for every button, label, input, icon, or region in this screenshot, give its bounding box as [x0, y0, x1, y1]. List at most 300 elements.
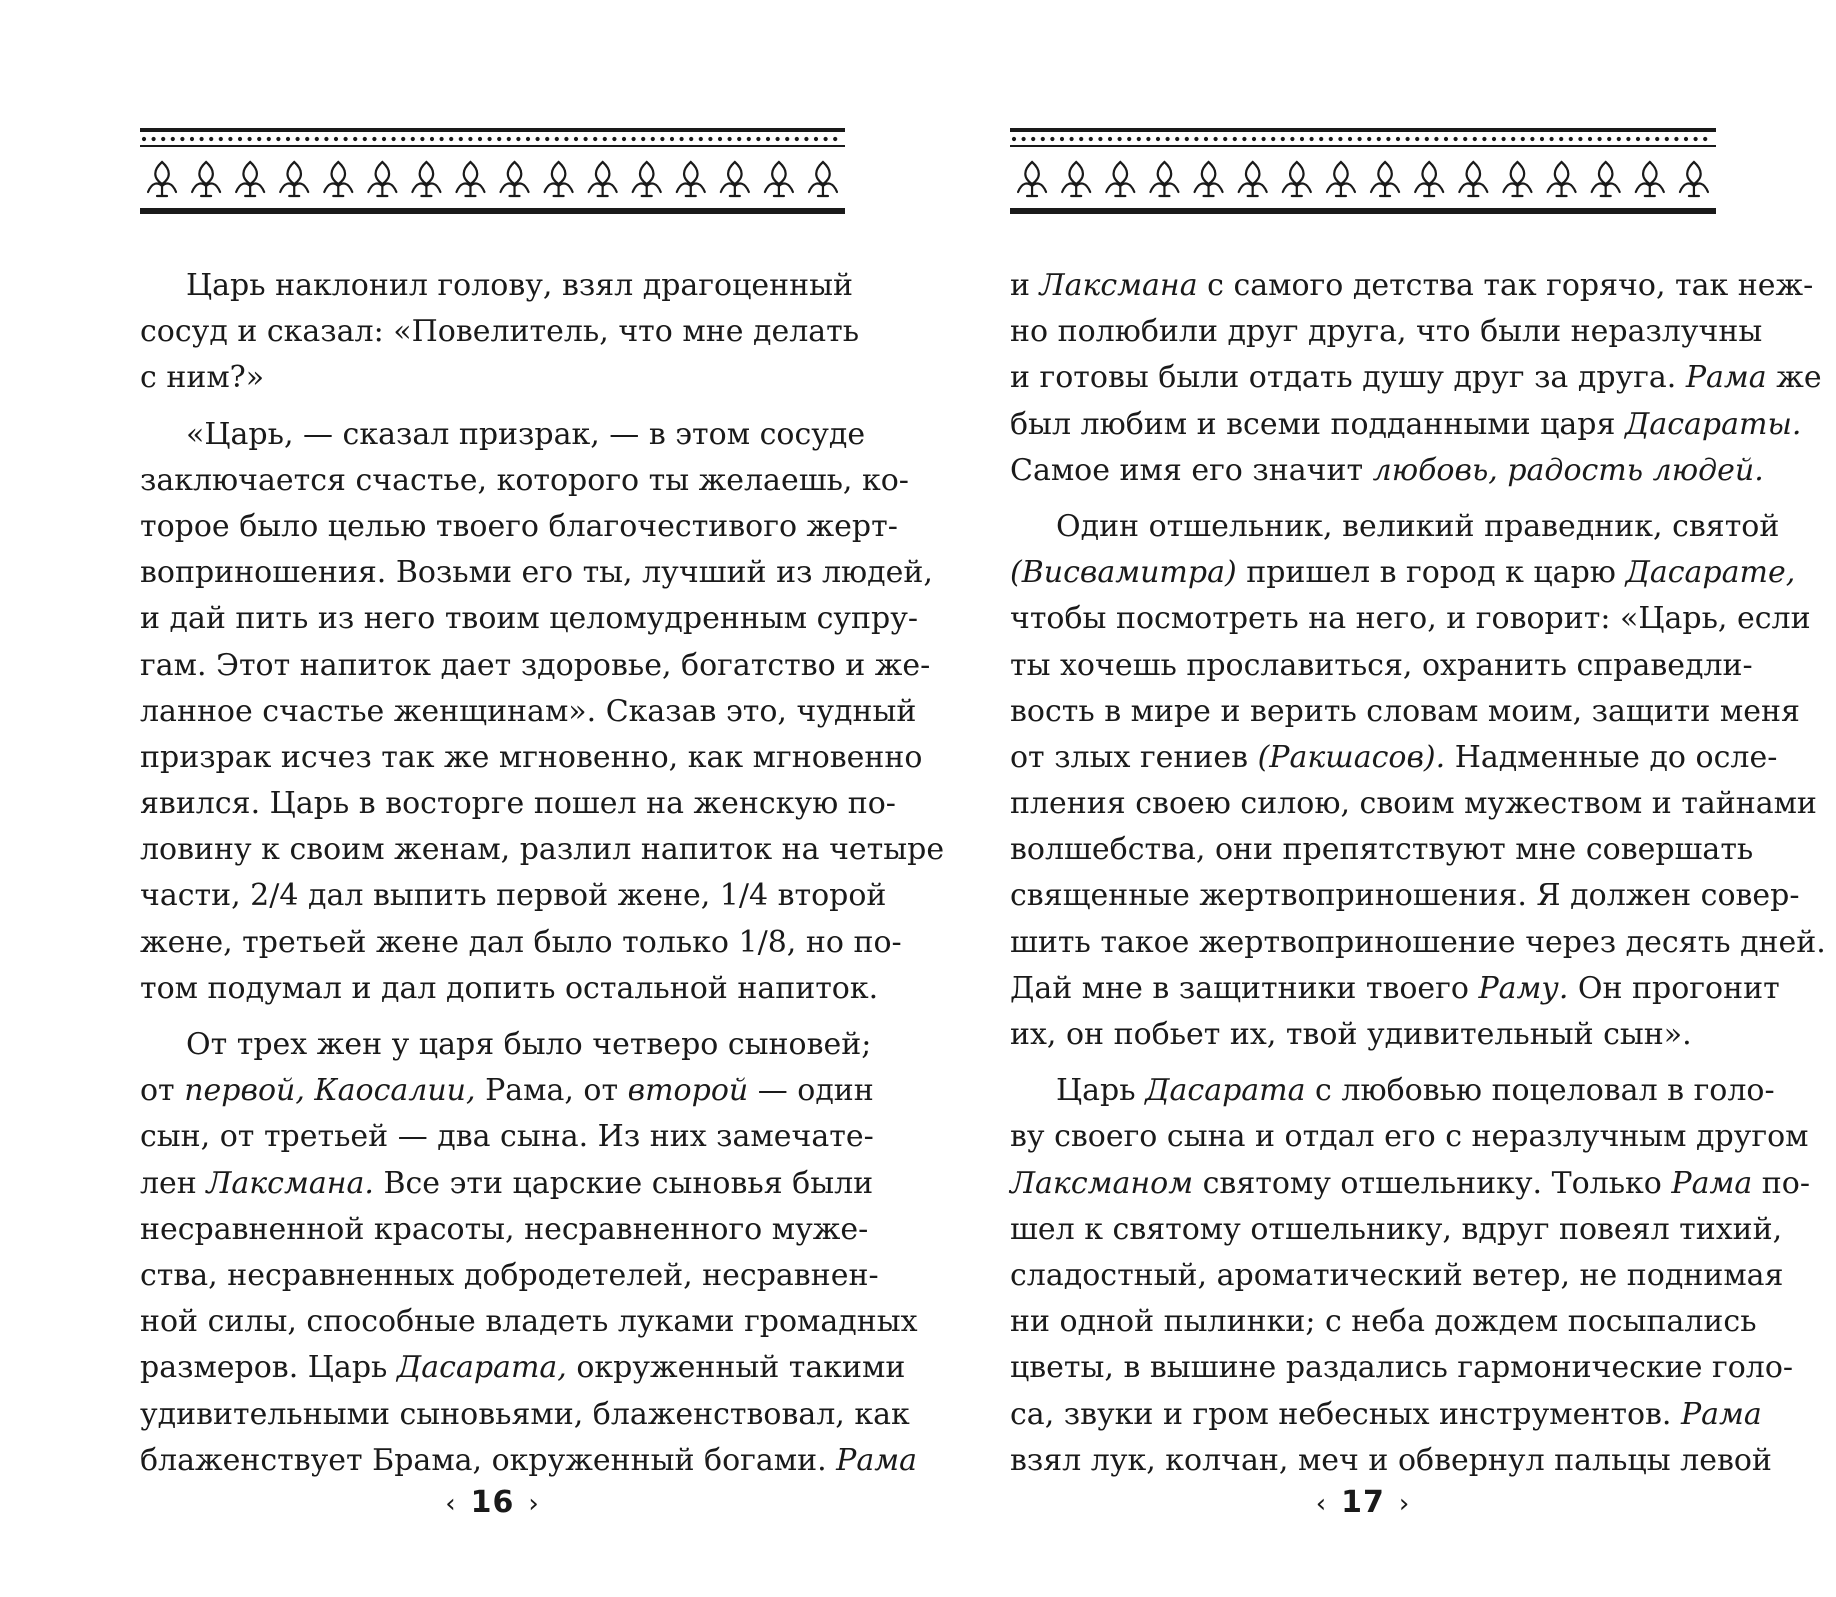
text-line — [1010, 1438, 1772, 1484]
ornament-bottom-rule — [140, 208, 845, 214]
text-segment: сладостный, ароматический ветер, не поднимая — [1010, 1257, 1784, 1293]
ornament-dot — [430, 137, 434, 141]
text-segment: окруженный такими — [566, 1350, 906, 1386]
ornament-dot — [1070, 137, 1074, 141]
text-segment: пришел в город к царю — [1236, 555, 1626, 591]
ornament-dot — [459, 137, 463, 141]
ornament-dot — [1434, 137, 1438, 141]
ornament-dot — [555, 137, 559, 141]
ornament-dot — [1079, 137, 1083, 141]
ornament-dot — [142, 137, 146, 141]
ornament-dot — [680, 137, 684, 141]
ornament-dot — [641, 137, 645, 141]
leaf-motif-icon — [236, 162, 264, 196]
leaf-motif-icon — [677, 162, 705, 196]
leaf-motif-icon — [1327, 162, 1355, 196]
italic-segment: первой, Каосалии, — [184, 1073, 476, 1109]
ornament-dot — [1041, 137, 1045, 141]
ornament-dot — [200, 137, 204, 141]
ornament-dot — [660, 137, 664, 141]
text-line — [140, 1114, 874, 1160]
text-segment: же — [1766, 360, 1822, 396]
text-segment: и готовы были отдать душу друг за друга. — [1010, 360, 1686, 396]
text-segment: пления своею силою, своим мужеством и тайнами — [1010, 786, 1817, 822]
ornament-dot — [593, 137, 597, 141]
italic-segment: второй — [627, 1073, 749, 1109]
text-line — [140, 735, 923, 781]
text-segment: Все эти царские сыновья были — [373, 1165, 874, 1201]
page-number-right — [1010, 1485, 1716, 1520]
ornament-dot — [632, 137, 636, 141]
left-chevron-icon: ‹ — [445, 1489, 457, 1519]
right-chevron-icon: › — [528, 1489, 540, 1519]
text-segment: торое было целью твоего благочестивого жерт- — [140, 508, 898, 544]
leaf-motif-icon — [1680, 162, 1708, 196]
text-line — [1010, 504, 1780, 550]
ornament-dot — [737, 137, 741, 141]
leaf-motif-icon — [545, 162, 573, 196]
ornament-dot — [468, 137, 472, 141]
text-line — [140, 1438, 917, 1484]
text-line — [1010, 355, 1822, 401]
ornament-dot — [1338, 137, 1342, 141]
text-line — [140, 643, 931, 689]
text-segment: призрак исчез так же мгновенно, как мгновенно — [140, 739, 923, 775]
ornament-dot — [267, 137, 271, 141]
ornament-dot — [1271, 137, 1275, 141]
text-segment: цветы, в вышине раздались гармонические голо- — [1010, 1350, 1794, 1386]
ornament-dot — [670, 137, 674, 141]
ornament-dot — [1050, 137, 1054, 141]
text-segment: священные жертвоприношения. Я должен совер- — [1010, 878, 1800, 914]
ornament-dot — [1492, 137, 1496, 141]
ornament-dot — [1636, 137, 1640, 141]
ornament-dot — [584, 137, 588, 141]
text-line — [140, 1161, 874, 1207]
text-segment: части, 2/4 дал выпить первой жене, 1/4 второй — [140, 878, 887, 914]
ornament-dot — [1319, 137, 1323, 141]
italic-segment: Дасарата — [1145, 1073, 1306, 1109]
paragraph-gap — [140, 1012, 845, 1022]
ornament-dot — [1242, 137, 1246, 141]
text-line — [1010, 309, 1763, 355]
ornament-dot — [1694, 137, 1698, 141]
ornament-dot — [1233, 137, 1237, 141]
text-segment: воприношения. Возьми его ты, лучший из людей, — [140, 555, 933, 591]
ornament-dot — [344, 137, 348, 141]
text-segment: с ним?» — [140, 360, 265, 396]
text-segment: блаженствует Брама, окруженный богами. — [140, 1442, 837, 1478]
ornament-dot — [420, 137, 424, 141]
paragraph-gap — [1010, 1058, 1716, 1068]
ornament-dot — [228, 137, 232, 141]
text-segment: ной силы, способные владеть луками громадных — [140, 1304, 918, 1340]
ornament-dot — [1511, 137, 1515, 141]
ornament-dot — [305, 137, 309, 141]
ornament-dot — [833, 137, 837, 141]
text-segment: «Царь, — сказал призрак, — в этом сосуде — [186, 416, 866, 452]
ornament-dot — [161, 137, 165, 141]
italic-segment: Рама — [836, 1442, 917, 1478]
ornament-band-icon — [1010, 128, 1716, 232]
left-page-text — [140, 263, 945, 1484]
text-segment: от — [140, 1073, 185, 1109]
ornament-dot — [382, 137, 386, 141]
ornament-dot — [276, 137, 280, 141]
text-line — [140, 355, 845, 401]
page-number-left — [140, 1485, 845, 1520]
ornament-dot — [324, 137, 328, 141]
ornament-dot — [296, 137, 300, 141]
ornament-dot — [363, 137, 367, 141]
ornament-dot — [497, 137, 501, 141]
left-page — [140, 0, 945, 1597]
ornament-dot — [785, 137, 789, 141]
text-segment: ву своего сына и отдал его с неразлучным другом — [1010, 1119, 1809, 1155]
ornament-dot — [1425, 137, 1429, 141]
leaf-motif-icon — [1150, 162, 1178, 196]
ornament-dot — [603, 137, 607, 141]
leaf-motif-icon — [809, 162, 837, 196]
ornament-dot — [689, 137, 693, 141]
ornament-dot — [1415, 137, 1419, 141]
right-page-text — [1010, 263, 1826, 1484]
text-segment: Рама, от — [475, 1073, 628, 1109]
ornament-dot — [152, 137, 156, 141]
text-line — [1010, 781, 1817, 827]
paragraph-gap — [1010, 494, 1716, 504]
text-line — [1010, 448, 1764, 494]
ornament-dot — [718, 137, 722, 141]
ornament-dot — [1166, 137, 1170, 141]
ornament-dot — [1204, 137, 1208, 141]
ornament-dot — [1127, 137, 1131, 141]
text-line — [1010, 402, 1802, 448]
text-segment: шел к святому отшельнику, вдруг повеял тихий, — [1010, 1211, 1783, 1247]
left-chevron-icon: ‹ — [1315, 1489, 1328, 1519]
ornament-svg — [140, 128, 845, 232]
ornament-dot — [824, 137, 828, 141]
ornament-dot — [286, 137, 290, 141]
text-line — [1010, 827, 1754, 873]
ornament-dot — [756, 137, 760, 141]
text-segment: Один отшельник, великий праведник, святой — [1056, 508, 1780, 544]
leaf-motif-icon — [456, 162, 484, 196]
text-line — [140, 1253, 879, 1299]
text-line — [1010, 1114, 1809, 1160]
italic-segment: (Ракшасов). — [1257, 739, 1446, 775]
text-line — [1010, 596, 1811, 642]
ornament-dot — [574, 137, 578, 141]
ornament-dot — [1290, 137, 1294, 141]
text-segment: их, он побьет их, твой удивительный сын». — [1010, 1017, 1692, 1052]
ornament-dot — [315, 137, 319, 141]
text-segment: с любовью поцеловал в голо- — [1305, 1073, 1775, 1109]
ornament-dot — [1598, 137, 1602, 141]
italic-segment: Рама — [1671, 1165, 1753, 1201]
leaf-motif-icon — [501, 162, 529, 196]
leaf-motif-icon — [765, 162, 793, 196]
text-segment: Дай мне в защитники твоего — [1010, 970, 1479, 1006]
text-line — [140, 504, 898, 550]
ornament-dot — [1367, 137, 1371, 141]
italic-segment: Дасараты. — [1624, 406, 1802, 442]
text-line — [1010, 920, 1826, 966]
leaf-motif-icon — [721, 162, 749, 196]
text-segment: с самого детства так горячо, так неж- — [1197, 268, 1814, 303]
text-segment: — один — [748, 1073, 874, 1109]
leaf-motif-icon — [324, 162, 352, 196]
text-line — [1010, 1345, 1794, 1391]
ornament-dot — [1540, 137, 1544, 141]
text-line — [1010, 1012, 1716, 1058]
ornament-dot — [526, 137, 530, 141]
ornament-dot — [1684, 137, 1688, 141]
text-segment: и — [1010, 268, 1040, 303]
ornament-dot — [257, 137, 261, 141]
leaf-motif-icon — [589, 162, 617, 196]
leaf-motif-icon — [280, 162, 308, 196]
leaf-motif-icon — [1371, 162, 1399, 196]
ornament-dot — [1578, 137, 1582, 141]
italic-segment: любовь, радость людей. — [1372, 452, 1764, 488]
ornament-dot — [1358, 137, 1362, 141]
ornament-dot — [1502, 137, 1506, 141]
leaf-motif-icon — [1239, 162, 1267, 196]
ornament-bottom-rule — [1010, 208, 1716, 214]
page-number-value: 16 — [470, 1485, 515, 1520]
ornament-dot — [1530, 137, 1534, 141]
ornament-dot — [564, 137, 568, 141]
text-line — [140, 1299, 918, 1345]
text-line — [140, 1345, 906, 1391]
ornament-dot — [1175, 137, 1179, 141]
text-line — [140, 1022, 872, 1068]
italic-segment: Рама — [1680, 1396, 1762, 1432]
text-segment: ни одной пылинки; с неба дождем посыпались — [1010, 1304, 1757, 1340]
text-segment: Царь наклонил голову, взял драгоценный — [186, 268, 853, 303]
text-segment: жене, третьей жене дал было только 1/8, но по- — [140, 924, 902, 960]
ornament-dot — [180, 137, 184, 141]
ornament-dot — [1473, 137, 1477, 141]
ornament-dot — [612, 137, 616, 141]
ornament-dot — [1521, 137, 1525, 141]
text-segment: взял лук, колчан, меч и обвернул пальцы левой — [1010, 1442, 1772, 1478]
text-line — [1010, 1161, 1810, 1207]
text-line — [140, 966, 879, 1012]
ornament-dot — [1607, 137, 1611, 141]
text-segment: Самое имя его значит — [1010, 452, 1373, 488]
italic-segment: Лаксмана. — [206, 1165, 374, 1201]
ornament-dot — [1137, 137, 1141, 141]
ornament-dot — [747, 137, 751, 141]
text-segment: святому отшельнику. Только — [1193, 1165, 1672, 1201]
text-line — [140, 1207, 869, 1253]
ornament-mid-rule — [140, 145, 845, 147]
ornament-dot — [766, 137, 770, 141]
text-segment: явился. Царь в восторге пошел на женскую по- — [140, 786, 896, 822]
text-line — [1010, 1207, 1783, 1253]
text-line — [1010, 966, 1780, 1012]
ornament-dot — [1386, 137, 1390, 141]
ornament-dot — [1377, 137, 1381, 141]
ornament-mid-rule — [1010, 145, 1716, 147]
leaf-motif-icon — [412, 162, 440, 196]
text-segment: ства, несравненных добродетелей, несравнен- — [140, 1257, 879, 1293]
ornament-dot — [1022, 137, 1026, 141]
ornament-dot — [1348, 137, 1352, 141]
text-segment: лен — [140, 1165, 207, 1201]
text-line — [1010, 873, 1800, 919]
leaf-motif-icon — [1503, 162, 1531, 196]
text-line — [1010, 1068, 1775, 1114]
text-segment: сын, от третьей — два сына. Из них замечате- — [140, 1119, 874, 1155]
text-line — [140, 596, 919, 642]
ornament-dot — [238, 137, 242, 141]
ornament-svg — [1010, 128, 1716, 232]
text-line — [1010, 1299, 1757, 1345]
ornament-dot — [1454, 137, 1458, 141]
ornament-dot — [1108, 137, 1112, 141]
text-segment: шить такое жертвоприношение через десять дней. — [1010, 924, 1826, 960]
text-segment: Царь — [1056, 1073, 1146, 1109]
ornament-dot — [1588, 137, 1592, 141]
text-segment: ловину к своим женам, разлил напиток на четыре — [140, 832, 945, 868]
ornament-dot — [1252, 137, 1256, 141]
leaf-motif-icon — [1592, 162, 1620, 196]
leaf-motif-icon — [1459, 162, 1487, 196]
ornament-dot — [1617, 137, 1621, 141]
ornament-dot — [1482, 137, 1486, 141]
paragraph-gap — [140, 402, 845, 412]
italic-segment: Раму. — [1478, 970, 1569, 1006]
ornament-dot — [1185, 137, 1189, 141]
leaf-motif-icon — [148, 162, 176, 196]
ornament-dot — [804, 137, 808, 141]
ornament-dot — [536, 137, 540, 141]
text-segment: От трех жен у царя было четверо сыновей; — [186, 1027, 872, 1062]
right-page — [1010, 0, 1826, 1597]
text-segment: размеров. Царь — [140, 1350, 397, 1386]
text-line — [1010, 1253, 1784, 1299]
ornament-dot — [708, 137, 712, 141]
ornament-top-rule — [1010, 128, 1716, 132]
ornament-dot — [1262, 137, 1266, 141]
ornament-dot — [401, 137, 405, 141]
ornament-dot — [699, 137, 703, 141]
text-segment: был любим и всеми подданными царя — [1010, 406, 1625, 442]
ornament-dot — [1223, 137, 1227, 141]
ornament-dot — [219, 137, 223, 141]
italic-segment: Рама — [1685, 360, 1767, 396]
ornament-dot — [1626, 137, 1630, 141]
ornament-dot — [516, 137, 520, 141]
text-line — [140, 873, 887, 919]
text-line — [140, 550, 933, 596]
text-segment: ланное счастье женщинам». Сказав это, чудный — [140, 693, 917, 729]
text-segment: заключается счастье, которого ты желаешь, ко- — [140, 462, 909, 498]
text-line — [1010, 1392, 1762, 1438]
ornament-dot — [1655, 137, 1659, 141]
ornament-dot — [1012, 137, 1016, 141]
ornament-dot — [507, 137, 511, 141]
ornament-dot — [1665, 137, 1669, 141]
ornament-dot — [728, 137, 732, 141]
ornament-dot — [392, 137, 396, 141]
ornament-dot — [1060, 137, 1064, 141]
italic-segment: Дасарате, — [1625, 555, 1796, 591]
text-segment: вость в мире и верить словам моим, защити меня — [1010, 693, 1800, 729]
ornament-dot — [1118, 137, 1122, 141]
ornament-dot — [171, 137, 175, 141]
text-segment: Он прогонит — [1568, 970, 1780, 1006]
text-line — [140, 689, 917, 735]
text-segment: удивительными сыновьями, блаженствовал, как — [140, 1396, 910, 1432]
ornament-dot — [1156, 137, 1160, 141]
ornament-dot — [1310, 137, 1314, 141]
text-line — [140, 263, 853, 309]
text-line — [140, 781, 896, 827]
ornament-dot — [1569, 137, 1573, 141]
ornament-dot — [1674, 137, 1678, 141]
text-line — [1010, 643, 1753, 689]
text-line — [1010, 263, 1814, 309]
text-line — [1010, 735, 1778, 781]
italic-segment: Дасарата, — [396, 1350, 567, 1386]
ornament-dot — [1396, 137, 1400, 141]
text-line — [140, 1068, 874, 1114]
ornament-dot — [1646, 137, 1650, 141]
text-line — [140, 412, 866, 458]
leaf-motif-icon — [633, 162, 661, 196]
text-segment: от злых гениев — [1010, 739, 1258, 775]
ornament-dot — [488, 137, 492, 141]
ornament-dot — [545, 137, 549, 141]
text-segment: ты хочешь прославиться, охранить справедли- — [1010, 647, 1753, 683]
ornament-dot — [1089, 137, 1093, 141]
ornament-dot — [651, 137, 655, 141]
ornament-dot — [411, 137, 415, 141]
ornament-dot — [1463, 137, 1467, 141]
text-segment: по- — [1752, 1165, 1810, 1201]
ornament-dot — [1098, 137, 1102, 141]
ornament-dot — [1550, 137, 1554, 141]
page-number-value: 17 — [1341, 1485, 1385, 1520]
text-line — [1010, 689, 1800, 735]
ornament-dot — [1703, 137, 1707, 141]
ornament-dot — [622, 137, 626, 141]
leaf-motif-icon — [1415, 162, 1443, 196]
right-chevron-icon: › — [1398, 1489, 1411, 1519]
leaf-motif-icon — [1636, 162, 1664, 196]
leaf-motif-icon — [1195, 162, 1223, 196]
text-line — [140, 827, 945, 873]
text-segment: несравненной красоты, несравненного муже- — [140, 1211, 869, 1247]
ornament-dot — [1146, 137, 1150, 141]
text-segment: сосуд и сказал: «Повелитель, что мне делать — [140, 314, 860, 350]
text-segment: но полюбили друг друга, что были неразлучны — [1010, 314, 1763, 350]
leaf-motif-icon — [368, 162, 396, 196]
ornament-dot — [1214, 137, 1218, 141]
ornament-dot — [248, 137, 252, 141]
ornament-dot — [209, 137, 213, 141]
italic-segment: (Висвамитра) — [1010, 555, 1237, 591]
text-line — [140, 1392, 910, 1438]
ornament-dot — [1031, 137, 1035, 141]
text-segment: са, звуки и гром небесных инструментов. — [1010, 1396, 1681, 1432]
ornament-dot — [1406, 137, 1410, 141]
text-line — [140, 920, 902, 966]
